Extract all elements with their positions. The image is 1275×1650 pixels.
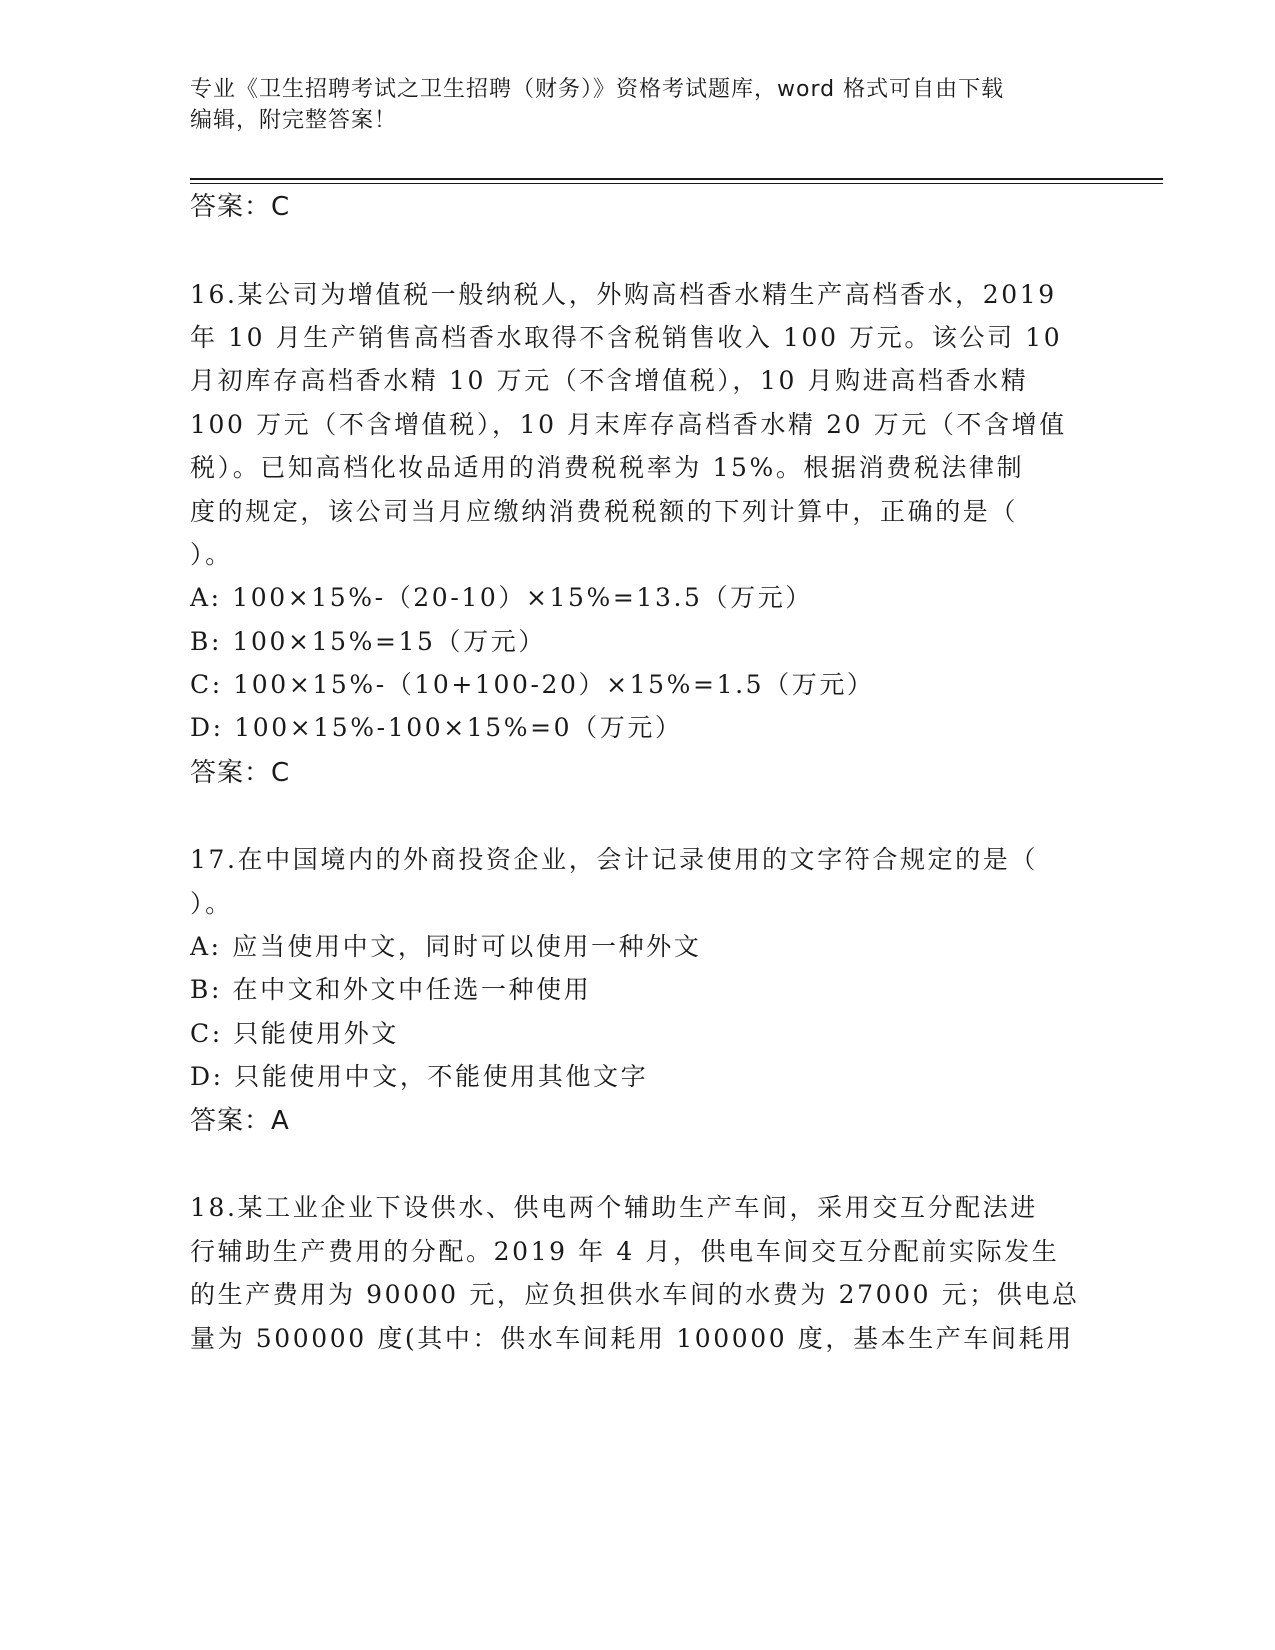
- header-line-1: 专业《卫生招聘考试之卫生招聘（财务）》资格考试题库，word 格式可自由下载: [190, 77, 1005, 102]
- question-18-stem-line: 量为 500000 度(其中：供水车间耗用 100000 度，基本生产车间耗用: [190, 1324, 1074, 1353]
- question-16-option-b: B: 100×15%=15（万元）: [190, 627, 546, 656]
- question-17-option-d: D: 只能使用中文，不能使用其他文字: [190, 1062, 649, 1091]
- question-18-stem-line: 行辅助生产费用的分配。2019 年 4 月，供电车间交互分配前实际发生: [190, 1237, 1060, 1266]
- question-16-option-a: A: 100×15%-（20-10）×15%=13.5（万元）: [190, 583, 813, 612]
- question-16-stem-line: 100 万元（不含增值税），10 月末库存高档香水精 20 万元（不含增值: [190, 410, 1067, 439]
- question-17-stem-line: ）。: [190, 889, 233, 918]
- question-17-option-b: B: 在中文和外文中任选一种使用: [190, 975, 592, 1004]
- question-17-stem-line: 17.在中国境内的外商投资企业，会计记录使用的文字符合规定的是（: [190, 845, 1038, 874]
- question-17-answer: 答案：A: [190, 1106, 290, 1136]
- question-16-option-d: D: 100×15%-100×15%=0（万元）: [190, 713, 683, 742]
- question-16-stem-line: 税）。已知高档化妆品适用的消费税税率为 15%。根据消费税法律制: [190, 453, 1025, 482]
- previous-answer: 答案：C: [190, 192, 291, 222]
- question-16-stem-line: 年 10 月生产销售高档香水取得不含税销售收入 100 万元。该公司 10: [190, 323, 1063, 352]
- question-16-stem-line: 度的规定，该公司当月应缴纳消费税税额的下列计算中，正确的是（: [190, 497, 1019, 526]
- question-17-option-c: C: 只能使用外文: [190, 1019, 399, 1048]
- document-header: [190, 74, 1090, 136]
- header-divider-thin: [190, 183, 1163, 184]
- question-18-stem-line: 18.某工业企业下设供水、供电两个辅助生产车间，采用交互分配法进: [190, 1193, 1038, 1222]
- question-16-answer: 答案：C: [190, 758, 291, 788]
- question-16-stem-line: 月初库存高档香水精 10 万元（不含增值税），10 月购进高档香水精: [190, 366, 1029, 395]
- question-17-option-a: A: 应当使用中文，同时可以使用一种外文: [190, 932, 702, 961]
- question-16-stem-line: ）。: [190, 540, 233, 569]
- question-16-option-c: C: 100×15%-（10+100-20）×15%=1.5（万元）: [190, 670, 875, 699]
- header-line-2: 编辑，附完整答案！: [190, 108, 398, 133]
- question-18-stem-line: 的生产费用为 90000 元，应负担供水车间的水费为 27000 元；供电总: [190, 1280, 1080, 1309]
- question-16-stem-line: 16.某公司为增值税一般纳税人，外购高档香水精生产高档香水，2019: [190, 280, 1057, 309]
- header-divider-thick: [190, 178, 1163, 180]
